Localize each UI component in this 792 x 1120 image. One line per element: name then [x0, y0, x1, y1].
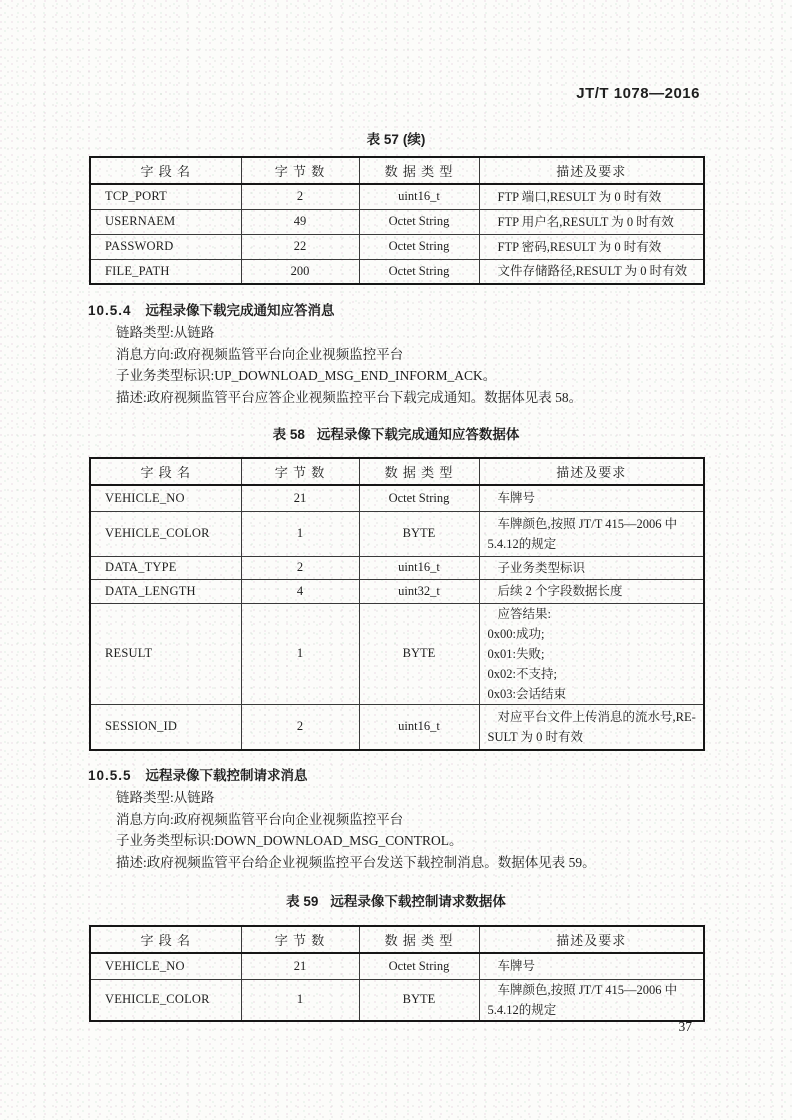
table-row: [90, 511, 704, 556]
section-title: 远程录像下载控制请求消息: [145, 768, 308, 783]
data-type-cell: uint16_t: [359, 184, 479, 209]
page-number: 37: [678, 1019, 692, 1034]
table58-caption-title: 远程录像下载完成通知应答数据体: [316, 427, 520, 442]
column-header-field: 字 段 名: [90, 157, 241, 184]
paragraph-line: 描述:政府视频监管平台应答企业视频监控平台下载完成通知。数据体见表 58。: [116, 389, 583, 405]
description-line: FTP 用户名,RESULT 为 0 时有效: [497, 214, 674, 229]
data-type-cell: uint16_t: [359, 556, 479, 579]
table-row: [90, 953, 704, 979]
section-title: 远程录像下载完成通知应答消息: [145, 303, 335, 318]
field-name-cell: TCP_PORT: [90, 184, 241, 209]
field-name-cell: DATA_TYPE: [90, 556, 241, 579]
paragraph-line: 子业务类型标识:UP_DOWNLOAD_MSG_END_INFORM_ACK。: [116, 368, 497, 383]
data-type-cell: Octet String: [359, 209, 479, 234]
paragraph-line: 消息方向:政府视频监管平台向企业视频监控平台: [116, 811, 404, 827]
description-line: FTP 端口,RESULT 为 0 时有效: [497, 189, 662, 204]
byte-count-cell: 1: [241, 979, 359, 1021]
column-header-bytes: 字 节 数: [241, 157, 359, 184]
table-row: [90, 704, 704, 750]
byte-count-cell: 1: [241, 511, 359, 556]
description-line: 0x03:会话结束: [487, 686, 566, 701]
description-line: 应答结果:: [497, 606, 551, 621]
table59-header-row: [90, 926, 704, 953]
data-type-cell: uint16_t: [359, 704, 479, 750]
byte-count-cell: 49: [241, 209, 359, 234]
section-10-5-4-heading: [88, 299, 708, 319]
description-line: 车牌号: [497, 959, 536, 974]
column-header-desc: 描述及要求: [479, 926, 704, 953]
paragraph-line: 消息方向:政府视频监管平台向企业视频监控平台: [116, 346, 404, 362]
description-cell: [479, 485, 704, 511]
section-10-5-5-body: [88, 787, 708, 873]
table58-caption-number: 表 58: [272, 427, 305, 442]
table57-caption-number: 表 57: [366, 132, 399, 147]
table59: [89, 925, 705, 1022]
table-row: [90, 209, 704, 234]
data-type-cell: BYTE: [359, 979, 479, 1021]
description-cell: [479, 953, 704, 979]
table57-caption-title: (续): [402, 132, 426, 147]
field-name-cell: VEHICLE_NO: [90, 485, 241, 511]
column-header-type: 数 据 类 型: [359, 458, 479, 485]
description-cell: [479, 603, 704, 704]
section-10-5-4-body: [88, 322, 708, 408]
column-header-bytes: 字 节 数: [241, 458, 359, 485]
description-line: 子业务类型标识: [497, 560, 586, 575]
description-line: 后续 2 个字段数据长度: [497, 584, 623, 598]
column-header-field: 字 段 名: [90, 926, 241, 953]
column-header-field: 字 段 名: [90, 458, 241, 485]
table-row: [90, 184, 704, 209]
field-name-cell: SESSION_ID: [90, 704, 241, 750]
section-number: 10.5.5: [88, 768, 132, 783]
table-row: [90, 556, 704, 579]
byte-count-cell: 21: [241, 953, 359, 979]
table57-caption: [88, 128, 704, 148]
description-line: 车牌颜色,按照 JT/T 415—2006 中: [497, 982, 678, 997]
table59-caption-number: 表 59: [286, 894, 319, 909]
field-name-cell: USERNAEM: [90, 209, 241, 234]
byte-count-cell: 2: [241, 184, 359, 209]
description-cell: [479, 234, 704, 259]
description-line: 0x02:不支持;: [487, 666, 557, 681]
section-number: 10.5.4: [88, 303, 132, 318]
description-line: 对应平台文件上传消息的流水号,RE-: [497, 709, 696, 724]
byte-count-cell: 21: [241, 485, 359, 511]
table-row: [90, 234, 704, 259]
byte-count-cell: 22: [241, 234, 359, 259]
paragraph-line: 描述:政府视频监管平台给企业视频监控平台发送下载控制消息。数据体见表 59。: [116, 854, 596, 870]
table57-header-row: [90, 157, 704, 184]
field-name-cell: RESULT: [90, 603, 241, 704]
byte-count-cell: 1: [241, 603, 359, 704]
column-header-type: 数 据 类 型: [359, 926, 479, 953]
description-line: 文件存储路径,RESULT 为 0 时有效: [497, 264, 688, 279]
table58: [89, 457, 705, 751]
standard-number: JT/T 1078—2016: [576, 85, 700, 102]
description-line: FTP 密码,RESULT 为 0 时有效: [497, 239, 662, 254]
description-line: SULT 为 0 时有效: [487, 729, 584, 744]
byte-count-cell: 2: [241, 556, 359, 579]
data-type-cell: BYTE: [359, 511, 479, 556]
table-row: [90, 259, 704, 284]
byte-count-cell: 200: [241, 259, 359, 284]
field-name-cell: DATA_LENGTH: [90, 579, 241, 603]
description-line: 5.4.12的规定: [487, 1002, 557, 1017]
table59-caption-title: 远程录像下载控制请求数据体: [330, 894, 506, 909]
section-10-5-5-heading: [88, 764, 708, 784]
table-row: [90, 579, 704, 603]
table59-caption: [88, 890, 704, 910]
table58-caption: [88, 423, 704, 443]
description-cell: [479, 556, 704, 579]
table-row: [90, 979, 704, 1021]
column-header-desc: 描述及要求: [479, 157, 704, 184]
description-cell: [479, 704, 704, 750]
description-line: 车牌颜色,按照 JT/T 415—2006 中: [497, 516, 678, 531]
column-header-type: 数 据 类 型: [359, 157, 479, 184]
byte-count-cell: 2: [241, 704, 359, 750]
byte-count-cell: 4: [241, 579, 359, 603]
description-cell: [479, 579, 704, 603]
field-name-cell: VEHICLE_COLOR: [90, 979, 241, 1021]
field-name-cell: FILE_PATH: [90, 259, 241, 284]
table57: [89, 156, 705, 285]
description-cell: [479, 511, 704, 556]
table-row: [90, 485, 704, 511]
description-line: 0x01:失败;: [487, 646, 545, 661]
description-cell: [479, 209, 704, 234]
data-type-cell: Octet String: [359, 259, 479, 284]
field-name-cell: PASSWORD: [90, 234, 241, 259]
data-type-cell: Octet String: [359, 953, 479, 979]
column-header-desc: 描述及要求: [479, 458, 704, 485]
table58-header-row: [90, 458, 704, 485]
description-line: 车牌号: [497, 491, 536, 506]
description-line: 5.4.12的规定: [487, 536, 557, 551]
data-type-cell: uint32_t: [359, 579, 479, 603]
column-header-bytes: 字 节 数: [241, 926, 359, 953]
data-type-cell: Octet String: [359, 485, 479, 511]
table-row: [90, 603, 704, 704]
data-type-cell: Octet String: [359, 234, 479, 259]
description-cell: [479, 184, 704, 209]
paragraph-line: 链路类型:从链路: [116, 325, 215, 340]
field-name-cell: VEHICLE_NO: [90, 953, 241, 979]
data-type-cell: BYTE: [359, 603, 479, 704]
description-cell: [479, 259, 704, 284]
field-name-cell: VEHICLE_COLOR: [90, 511, 241, 556]
paragraph-line: 子业务类型标识:DOWN_DOWNLOAD_MSG_CONTROL。: [116, 833, 463, 848]
description-line: 0x00:成功;: [487, 626, 545, 641]
paragraph-line: 链路类型:从链路: [116, 790, 215, 805]
description-cell: [479, 979, 704, 1021]
